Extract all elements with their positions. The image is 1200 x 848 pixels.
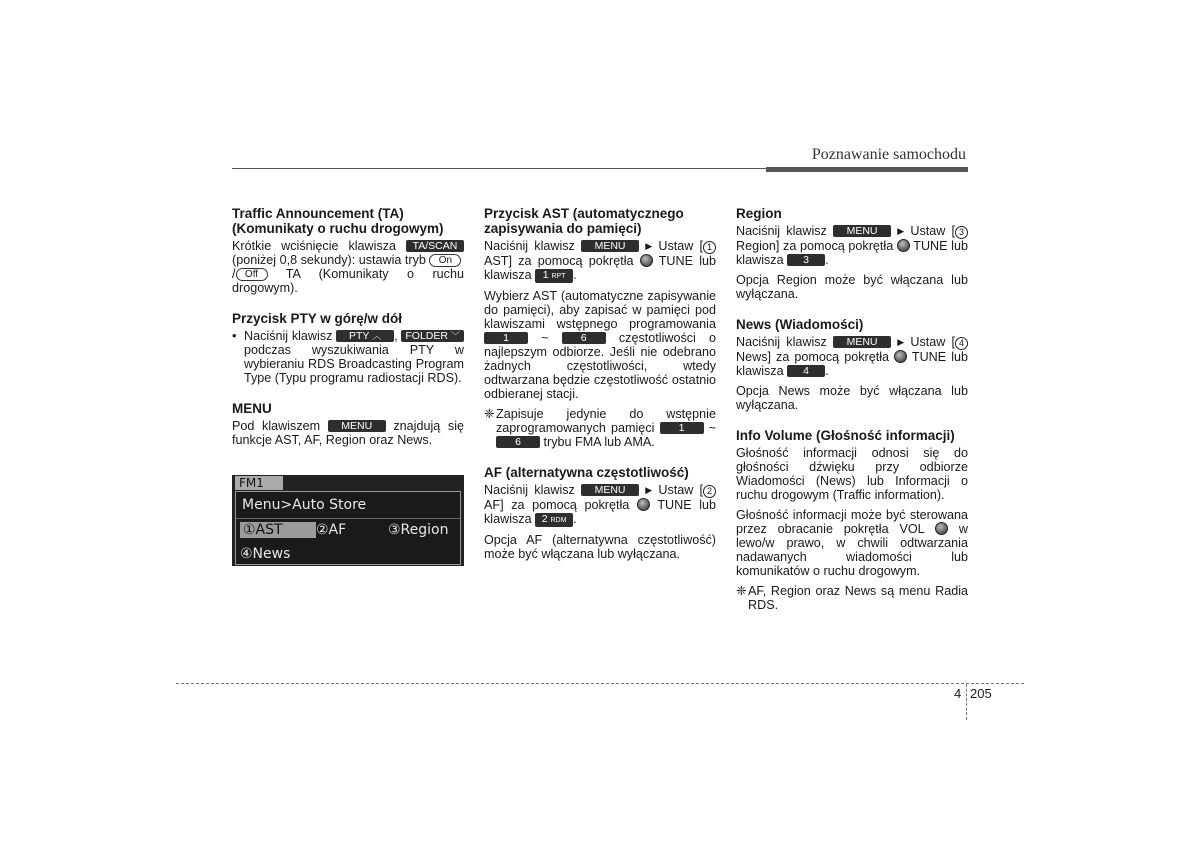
circled-number: 3: [955, 226, 968, 239]
pty-bullet-item: [232, 329, 464, 385]
af-text-3: AF] za pomocą pokrętła: [484, 498, 630, 512]
footer-rule: [176, 683, 1024, 684]
preset-key-1-sub: RPT: [551, 273, 566, 280]
region-text-4: TUNE lub klawisza: [736, 239, 968, 267]
info-heading: Info Volume (Głośność informacji): [736, 428, 955, 443]
info-paragraph-1: Głośność informacji odnosi się do głośności dźwięku przy odbiorze Wiadomości (News) lub Informacji o ruchu drogowym (Traffic information).: [736, 446, 968, 502]
region-text-1: Naciśnij klawisz: [736, 224, 827, 238]
folder-key: [401, 330, 464, 342]
ast-paragraph-1: [484, 239, 716, 283]
region-text-3: Region] za pomocą pokrętła: [736, 239, 894, 253]
display-divider: [236, 518, 460, 519]
ta-scan-key: TA/SCAN: [406, 240, 464, 252]
ast-text-4: TUNE lub klawisza: [484, 254, 716, 282]
preset-key-1: 1: [484, 332, 528, 344]
volume-knob-icon: [935, 522, 948, 535]
menu-key: MENU: [581, 484, 639, 496]
arrow-right-icon: ▶: [897, 226, 905, 236]
ta-text-2: (poniżej 0,8 sekundy): ustawia tryb: [232, 253, 426, 267]
news-text-2: Ustaw [: [910, 335, 956, 349]
af-period: .: [573, 512, 577, 526]
column-1: [232, 206, 464, 453]
circled-number: 2: [703, 485, 716, 498]
preset-key-2: [535, 513, 573, 527]
ta-slash: /: [232, 267, 236, 281]
tilde: ~: [708, 421, 717, 435]
menu-text-2: znajdują się funkcje AST, AF, Region oraz News.: [232, 419, 464, 447]
ta-paragraph: [232, 239, 464, 295]
running-header: Poznawanie samochodu: [811, 146, 966, 163]
pty-text-1: Naciśnij klawisz: [244, 329, 333, 343]
news-text-1: Naciśnij klawisz: [736, 335, 827, 349]
display-menu-path: Menu>Auto Store: [242, 497, 367, 513]
preset-key-1: 1: [660, 422, 704, 434]
menu-paragraph: [232, 419, 464, 447]
folder-key-label: FOLDER: [405, 330, 448, 342]
tune-knob-icon: [637, 498, 650, 511]
chevron-down-icon: ﹀: [450, 331, 460, 341]
menu-key: MENU: [833, 336, 891, 348]
info-text-2: w lewo/w prawo, w chwili odtwarzania nadawanych wiadomości lub komunikatów o ruchu drogowym.: [736, 522, 969, 578]
ast-heading: Przycisk AST (automatycznego zapisywania do pamięci): [484, 206, 684, 236]
preset-key-6: 6: [496, 436, 540, 448]
news-text-4: TUNE lub klawisza: [736, 350, 968, 378]
news-heading: News (Wiadomości): [736, 317, 864, 332]
ta-text-1: Krótkie wciśnięcie klawisza: [232, 239, 397, 253]
af-paragraph-2: Opcja AF (alternatywna częstotliwość) może być włączana lub wyłączana.: [484, 533, 716, 561]
circled-number: 4: [955, 337, 968, 350]
header-bar: [766, 167, 968, 172]
news-period: .: [825, 364, 829, 378]
preset-key-2-sub: RDM: [550, 517, 567, 524]
ast-period: .: [573, 268, 577, 282]
ast-note-text-1: Zapisuje jedynie do wstępnie zaprogramowanych pamięci: [496, 407, 716, 435]
tune-knob-icon: [640, 254, 653, 267]
arrow-right-icon: ▶: [645, 241, 653, 251]
off-key: Off: [236, 268, 268, 281]
chevron-up-icon: ︿: [372, 331, 382, 341]
circled-number: 1: [703, 241, 716, 254]
ast-note-text-2: trybu FMA lub AMA.: [543, 435, 655, 449]
pty-heading: Przycisk PTY w górę/w dół: [232, 311, 403, 326]
on-key: On: [429, 254, 461, 267]
pty-key-label: PTY: [348, 330, 370, 342]
info-note-text: AF, Region oraz News są menu Radia RDS.: [748, 584, 968, 612]
arrow-right-icon: ▶: [645, 485, 653, 495]
af-heading: AF (alternatywna częstotliwość): [484, 465, 689, 480]
preset-key-6: 6: [562, 332, 606, 344]
news-text-3: News] za pomocą pokrętła: [736, 350, 890, 364]
ast-text-5: Wybierz AST (automatyczne zapisywanie do pamięci), aby zapisać w pamięci pod klawiszami wstępnego programowania: [484, 289, 716, 331]
column-3: [736, 206, 968, 618]
menu-key: MENU: [328, 420, 386, 432]
menu-text-1: Pod klawiszem: [232, 419, 321, 433]
display-panel: [235, 491, 461, 565]
note-mark: ❈: [736, 584, 747, 598]
fm-band-label: FM1: [235, 476, 283, 490]
af-text-2: Ustaw [: [658, 483, 704, 497]
tune-knob-icon: [897, 239, 910, 252]
menu-key: MENU: [581, 240, 639, 252]
region-paragraph-2: Opcja Region może być włączana lub wyłączana.: [736, 273, 968, 301]
arrow-right-icon: ▶: [897, 337, 905, 347]
chapter-number: 4: [954, 686, 962, 701]
display-option-af: ②AF: [316, 522, 347, 538]
column-2: [484, 206, 716, 567]
ast-text-3: AST] za pomocą pokrętła: [484, 254, 634, 268]
preset-key-4: 4: [787, 365, 825, 377]
preset-key-1-label: 1: [542, 269, 549, 281]
af-text-1: Naciśnij klawisz: [484, 483, 575, 497]
ta-heading: Traffic Announcement (TA) (Komunikaty o ruchu drogowym): [232, 206, 444, 236]
ast-note: [484, 407, 716, 449]
ast-text-6: częstotliwości o najlepszym odbiorze. Jeśli nie odebrano żadnych częstotliwości, wtedy odtwarzana będzie częstotliwość ostatnio odbieranej stacji.: [484, 331, 717, 401]
region-period: .: [825, 253, 829, 267]
ast-paragraph-2: [484, 289, 716, 401]
af-paragraph-1: [484, 483, 716, 527]
pty-comma: ,: [394, 329, 398, 343]
info-paragraph-2: [736, 508, 968, 578]
ta-text-4: TA (Komunikaty o ruchu drogowym).: [232, 267, 464, 295]
pty-text-3: podczas wyszukiwania PTY w wybieraniu RDS Broadcasting Program Type (Typu programu radiostacji RDS).: [244, 343, 464, 385]
preset-key-2-label: 2: [541, 513, 548, 525]
region-paragraph-1: [736, 224, 968, 267]
news-paragraph-1: [736, 335, 968, 378]
pty-key: [336, 330, 394, 342]
display-option-news: ④News: [240, 546, 291, 562]
page-number: 205: [970, 686, 992, 701]
ast-text-1: Naciśnij klawisz: [484, 239, 575, 253]
ast-text-2: Ustaw [: [658, 239, 704, 253]
news-paragraph-2: Opcja News może być włączana lub wyłączana.: [736, 384, 968, 412]
menu-key: MENU: [833, 225, 891, 237]
region-heading: Region: [736, 206, 782, 221]
af-text-4: TUNE lub klawisza: [484, 498, 717, 526]
info-note: [736, 584, 968, 612]
preset-key-1: [535, 269, 573, 283]
footer-divider: [966, 684, 967, 720]
bullet-mark: •: [232, 329, 237, 343]
display-option-region: ③Region: [388, 522, 449, 538]
radio-display: [232, 475, 464, 566]
tilde: ~: [541, 331, 549, 345]
preset-key-3: 3: [787, 254, 825, 266]
menu-heading: MENU: [232, 401, 272, 416]
display-option-ast: ①AST: [240, 522, 316, 538]
tune-knob-icon: [894, 350, 907, 363]
note-mark: ❈: [484, 407, 495, 421]
info-text-1: Głośność informacji może być sterowana przez obracanie pokrętła VOL: [736, 508, 968, 536]
region-text-2: Ustaw [: [910, 224, 956, 238]
